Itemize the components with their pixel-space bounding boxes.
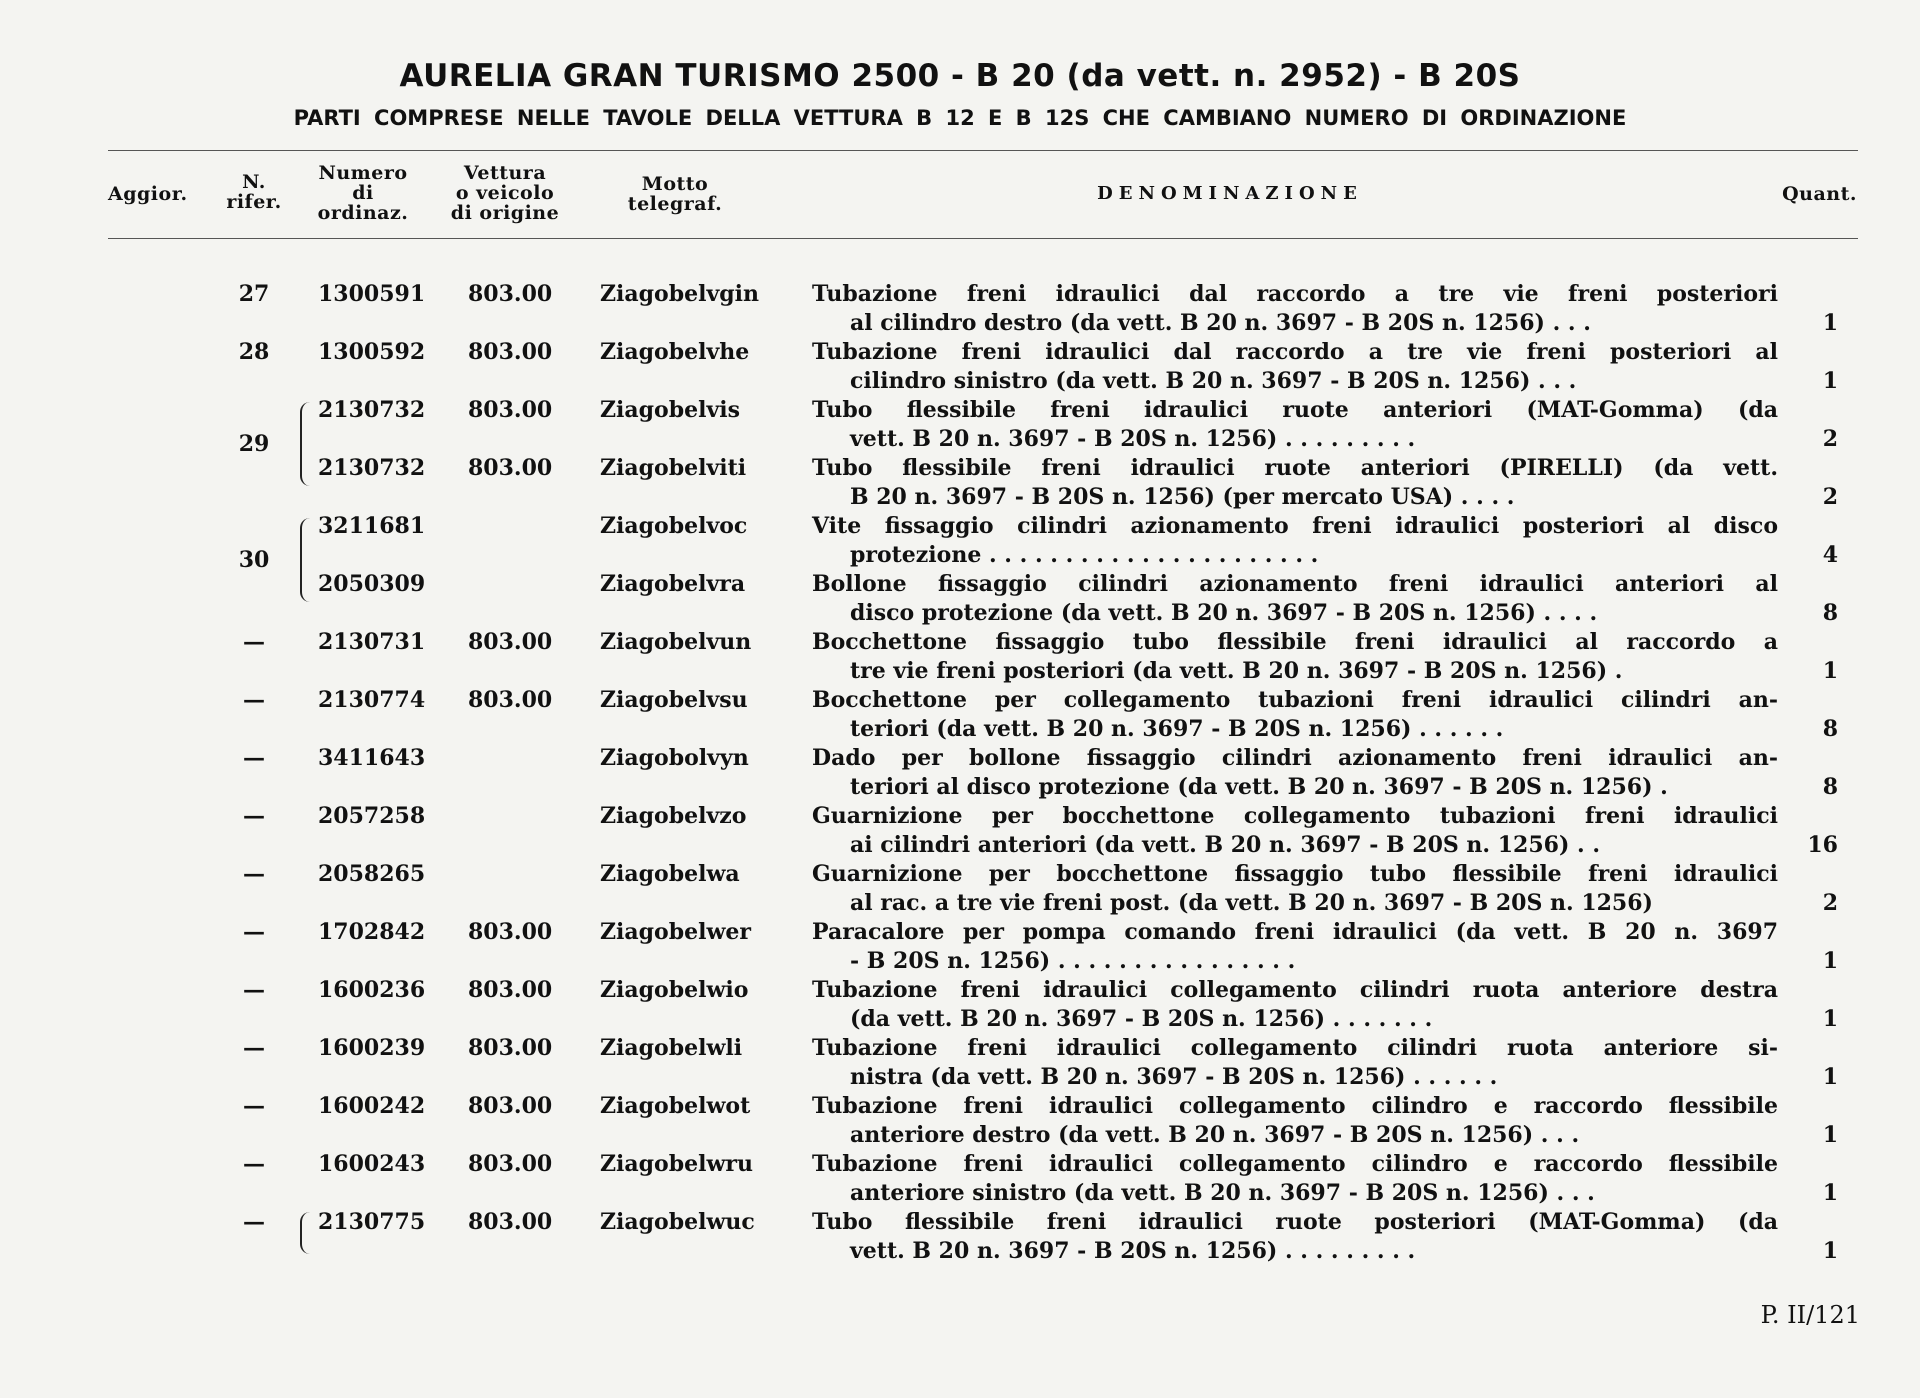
row-quantity: 2 xyxy=(1822,890,1838,916)
row-order-number: 1702842 xyxy=(318,919,426,945)
row-order-number: 2058265 xyxy=(318,861,426,887)
col-header-vettura-line3: di origine xyxy=(450,202,560,224)
row-ref-number: — xyxy=(243,629,265,655)
col-header-vettura-line1: Vettura xyxy=(463,162,547,184)
row-vehicle-origin: 803.00 xyxy=(468,339,553,365)
table-row xyxy=(0,1034,1920,1092)
row-telegraph-code: Ziagobelwli xyxy=(600,1035,743,1061)
row-description-line2: al cilindro destro (da vett. B 20 n. 3697 - B 20S n. 1256) . . . xyxy=(850,310,1591,336)
row-order-number: 2130731 xyxy=(318,629,426,655)
table-row xyxy=(0,744,1920,802)
row-order-number: 1600239 xyxy=(318,1035,426,1061)
row-description-line2: vett. B 20 n. 3697 - B 20S n. 1256) . . . . . . . . . xyxy=(850,1238,1416,1264)
row-description-line1: Tubazione freni idraulici collegamento cilindri ruota anteriore si- xyxy=(812,1035,1778,1061)
col-header-quant: Quant. xyxy=(1782,183,1857,205)
row-order-number: 1600242 xyxy=(318,1093,426,1119)
row-description-line2: al rac. a tre vie freni post. (da vett. B 20 n. 3697 - B 20S n. 1256) xyxy=(850,890,1653,916)
row-description-line2: (da vett. B 20 n. 3697 - B 20S n. 1256) . . . . . . . xyxy=(850,1006,1433,1032)
row-vehicle-origin: 803.00 xyxy=(468,919,553,945)
table-row xyxy=(0,802,1920,860)
row-order-number: 1600243 xyxy=(318,1151,426,1177)
col-header-rifer-line1: N. xyxy=(242,171,266,193)
row-quantity: 1 xyxy=(1822,1006,1838,1032)
group-ref-29: 29 xyxy=(238,431,270,457)
table-row xyxy=(0,860,1920,918)
row-quantity: 8 xyxy=(1822,716,1838,742)
row-quantity: 1 xyxy=(1822,948,1838,974)
row-quantity: 8 xyxy=(1822,774,1838,800)
row-vehicle-origin: 803.00 xyxy=(468,629,553,655)
row-telegraph-code: Ziagobolvyn xyxy=(600,745,749,771)
row-quantity: 1 xyxy=(1822,1180,1838,1206)
row-description-line2: vett. B 20 n. 3697 - B 20S n. 1256) . . . . . . . . . xyxy=(850,426,1416,452)
row-ref-number: 28 xyxy=(238,339,270,365)
header-rule-top xyxy=(108,150,1858,151)
row-telegraph-code: Ziagobelwru xyxy=(600,1151,753,1177)
row-quantity: 1 xyxy=(1822,368,1838,394)
row-telegraph-code: Ziagobelwio xyxy=(600,977,749,1003)
row-description-line1: Tubo flessibile freni idraulici ruote anteriori (PIRELLI) (da vett. xyxy=(812,455,1778,481)
row-telegraph-code: Ziagobelvun xyxy=(600,629,752,655)
group-brace-2130775 xyxy=(300,1212,318,1254)
col-header-ordinaz-line1: Numero xyxy=(318,162,408,184)
row-vehicle-origin: 803.00 xyxy=(468,687,553,713)
row-telegraph-code: Ziagobelvis xyxy=(600,397,740,423)
row-telegraph-code: Ziagobelwuc xyxy=(600,1209,755,1235)
row-vehicle-origin: 803.00 xyxy=(468,1093,553,1119)
row-description-line2: ai cilindri anteriori (da vett. B 20 n. 3697 - B 20S n. 1256) . . xyxy=(850,832,1601,858)
row-telegraph-code: Ziagobelwer xyxy=(600,919,751,945)
table-row xyxy=(0,338,1920,396)
row-vehicle-origin: 803.00 xyxy=(468,1035,553,1061)
row-description-line1: Paracalore per pompa comando freni idraulici (da vett. B 20 n. 3697 xyxy=(812,919,1778,945)
row-description-line1: Vite fissaggio cilindri azionamento freni idraulici posteriori al disco xyxy=(812,513,1778,539)
row-order-number: 2130774 xyxy=(318,687,426,713)
row-telegraph-code: Ziagobelvgin xyxy=(600,281,759,307)
row-ref-number: — xyxy=(243,977,265,1003)
row-order-number: 2050309 xyxy=(318,571,426,597)
row-description-line1: Tubazione freni idraulici dal raccordo a tre vie freni posteriori al xyxy=(812,339,1778,365)
row-order-number: 1600236 xyxy=(318,977,426,1003)
table-row xyxy=(0,396,1920,454)
row-order-number: 2130775 xyxy=(318,1209,426,1235)
row-ref-number: — xyxy=(243,745,265,771)
table-row xyxy=(0,512,1920,570)
row-description-line2: anteriore sinistro (da vett. B 20 n. 3697 - B 20S n. 1256) . . . xyxy=(850,1180,1595,1206)
col-header-denominazione: DENOMINAZIONE xyxy=(1097,183,1363,204)
col-header-rifer-line2: rifer. xyxy=(226,191,282,213)
row-quantity: 1 xyxy=(1822,1064,1838,1090)
col-header-vettura xyxy=(440,163,570,223)
header-rule-bottom xyxy=(108,238,1858,239)
row-description-line2: B 20 n. 3697 - B 20S n. 1256) (per mercato USA) . . . . xyxy=(850,484,1515,510)
row-ref-number: — xyxy=(243,803,265,829)
row-quantity: 16 xyxy=(1807,832,1838,858)
row-description-line1: Tubazione freni idraulici collegamento cilindro e raccordo flessibile xyxy=(812,1093,1778,1119)
row-order-number: 3211681 xyxy=(318,513,426,539)
row-description-line2: teriori al disco protezione (da vett. B 20 n. 3697 - B 20S n. 1256) . xyxy=(850,774,1668,800)
row-quantity: 2 xyxy=(1822,426,1838,452)
row-telegraph-code: Ziagobelvzo xyxy=(600,803,747,829)
row-order-number: 2130732 xyxy=(318,397,426,423)
row-ref-number: — xyxy=(243,1093,265,1119)
row-description-line1: Tubo flessibile freni idraulici ruote posteriori (MAT-Gomma) (da xyxy=(812,1209,1778,1235)
row-telegraph-code: Ziagobelvoc xyxy=(600,513,748,539)
col-header-aggior: Aggior. xyxy=(108,183,188,205)
row-quantity: 4 xyxy=(1822,542,1838,568)
row-description-line2: protezione . . . . . . . . . . . . . . . . . . . . . . xyxy=(850,542,1319,568)
table-row xyxy=(0,976,1920,1034)
table-row xyxy=(0,1092,1920,1150)
row-order-number: 3411643 xyxy=(318,745,426,771)
row-order-number: 2130732 xyxy=(318,455,426,481)
col-header-motto xyxy=(600,174,750,214)
row-description-line1: Tubo flessibile freni idraulici ruote anteriori (MAT-Gomma) (da xyxy=(812,397,1778,423)
row-description-line1: Guarnizione per bocchettone collegamento tubazioni freni idraulici xyxy=(812,803,1778,829)
row-vehicle-origin: 803.00 xyxy=(468,1151,553,1177)
row-description-line2: disco protezione (da vett. B 20 n. 3697 - B 20S n. 1256) . . . . xyxy=(850,600,1598,626)
row-telegraph-code: Ziagobelvsu xyxy=(600,687,748,713)
row-description-line1: Bocchettone fissaggio tubo flessibile freni idraulici al raccordo a xyxy=(812,629,1778,655)
row-quantity: 1 xyxy=(1822,1122,1838,1148)
row-description-line2: nistra (da vett. B 20 n. 3697 - B 20S n. 1256) . . . . . . xyxy=(850,1064,1498,1090)
col-header-ordinaz xyxy=(308,163,418,223)
row-description-line2: - B 20S n. 1256) . . . . . . . . . . . . . . . . xyxy=(850,948,1296,974)
row-telegraph-code: Ziagobelwa xyxy=(600,861,740,887)
row-telegraph-code: Ziagobelvhe xyxy=(600,339,750,365)
row-description-line1: Tubazione freni idraulici collegamento cilindri ruota anteriore destra xyxy=(812,977,1778,1003)
row-description-line1: Dado per bollone fissaggio cilindri azionamento freni idraulici an- xyxy=(812,745,1778,771)
row-description-line1: Bollone fissaggio cilindri azionamento freni idraulici anteriori al xyxy=(812,571,1778,597)
row-description-line2: anteriore destro (da vett. B 20 n. 3697 - B 20S n. 1256) . . . xyxy=(850,1122,1580,1148)
row-description-line2: cilindro sinistro (da vett. B 20 n. 3697 - B 20S n. 1256) . . . xyxy=(850,368,1577,394)
col-header-vettura-line2: o veicolo xyxy=(455,182,555,204)
row-vehicle-origin: 803.00 xyxy=(468,281,553,307)
table-row xyxy=(0,1208,1920,1266)
row-order-number: 2057258 xyxy=(318,803,426,829)
row-quantity: 1 xyxy=(1822,658,1838,684)
row-description-line1: Tubazione freni idraulici collegamento cilindro e raccordo flessibile xyxy=(812,1151,1778,1177)
row-description-line1: Bocchettone per collegamento tubazioni freni idraulici cilindri an- xyxy=(812,687,1778,713)
table-row xyxy=(0,686,1920,744)
row-vehicle-origin: 803.00 xyxy=(468,1209,553,1235)
col-header-motto-line1: Motto xyxy=(641,173,709,195)
row-vehicle-origin: 803.00 xyxy=(468,455,553,481)
row-telegraph-code: Ziagobelviti xyxy=(600,455,747,481)
row-telegraph-code: Ziagobelwot xyxy=(600,1093,751,1119)
row-ref-number: — xyxy=(243,919,265,945)
row-description-line1: Guarnizione per bocchettone fissaggio tubo flessibile freni idraulici xyxy=(812,861,1778,887)
row-ref-number: — xyxy=(243,1151,265,1177)
row-description-line2: teriori (da vett. B 20 n. 3697 - B 20S n. 1256) . . . . . . xyxy=(850,716,1504,742)
row-description-line1: Tubazione freni idraulici dal raccordo a tre vie freni posteriori xyxy=(812,281,1778,307)
col-header-ordinaz-line3: ordinaz. xyxy=(317,202,409,224)
row-ref-number: 27 xyxy=(238,281,270,307)
row-quantity: 2 xyxy=(1822,484,1838,510)
row-ref-number: — xyxy=(243,687,265,713)
row-quantity: 1 xyxy=(1822,310,1838,336)
row-ref-number: — xyxy=(243,861,265,887)
row-ref-number: — xyxy=(243,1209,265,1235)
row-telegraph-code: Ziagobelvra xyxy=(600,571,746,597)
page-subtitle: PARTI COMPRESE NELLE TAVOLE DELLA VETTURA B 12 E B 12S CHE CAMBIANO NUMERO DI ORDINAZIONE xyxy=(293,106,1627,130)
table-row xyxy=(0,280,1920,338)
group-brace-30 xyxy=(300,518,318,602)
table-row xyxy=(0,628,1920,686)
row-quantity: 1 xyxy=(1822,1238,1838,1264)
col-header-rifer xyxy=(216,172,292,212)
table-row xyxy=(0,570,1920,628)
row-description-line2: tre vie freni posteriori (da vett. B 20 n. 3697 - B 20S n. 1256) . xyxy=(850,658,1623,684)
page-title: AURELIA GRAN TURISMO 2500 - B 20 (da vett. n. 2952) - B 20S xyxy=(399,58,1521,94)
row-vehicle-origin: 803.00 xyxy=(468,977,553,1003)
row-order-number: 1300592 xyxy=(318,339,426,365)
row-vehicle-origin: 803.00 xyxy=(468,397,553,423)
col-header-motto-line2: telegraf. xyxy=(627,193,723,215)
page-number: P. II/121 xyxy=(1760,1301,1860,1329)
group-brace-29 xyxy=(300,402,318,486)
row-ref-number: — xyxy=(243,1035,265,1061)
group-ref-30: 30 xyxy=(238,547,270,573)
table-row xyxy=(0,454,1920,512)
table-row xyxy=(0,1150,1920,1208)
col-header-ordinaz-line2: di xyxy=(352,182,374,204)
table-row xyxy=(0,918,1920,976)
row-quantity: 8 xyxy=(1822,600,1838,626)
row-order-number: 1300591 xyxy=(318,281,426,307)
